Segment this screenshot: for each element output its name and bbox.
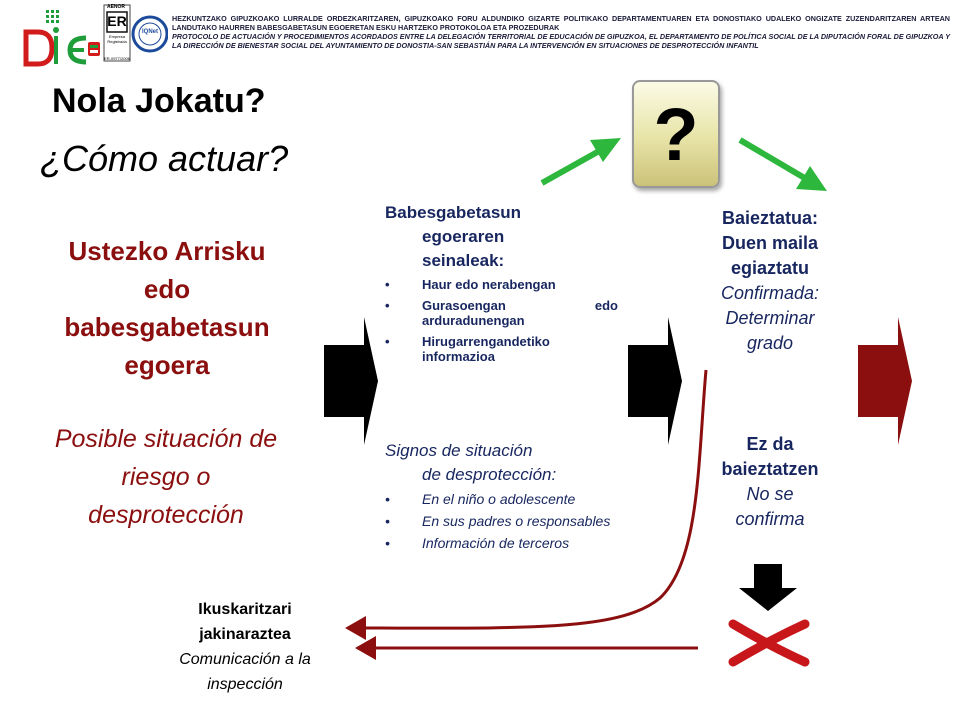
- black-block-arrow-2: [628, 317, 682, 445]
- not-confirmed-eu-line: baieztatzen: [721, 459, 819, 479]
- not-confirmed-es-line: No se: [746, 484, 794, 504]
- confirmed-eu-line: Baieztatua:: [721, 208, 819, 228]
- iqnet-label: IQNet: [141, 29, 158, 35]
- red-x-icon: [733, 624, 805, 662]
- signs-es-item: • Información de terceros: [422, 535, 618, 551]
- confirmed-es-line: Determinar: [725, 308, 815, 328]
- confirmed-es-line: Confirmada:: [720, 283, 820, 303]
- black-block-arrow-1: [324, 317, 378, 445]
- green-arrow-up-icon: [542, 138, 621, 183]
- confirmed-eu-line: Duen maila: [721, 233, 819, 253]
- inspection-es-line: Comunicación a la: [179, 651, 311, 668]
- page-title-es: ¿Cómo actuar?: [40, 138, 289, 179]
- signs-eu-heading-line: Babesgabetasun: [385, 203, 522, 222]
- signs-eu-item: • Haur edo nerabengan: [422, 277, 618, 292]
- black-down-arrow-icon: [739, 564, 797, 611]
- signs-es-item: • En el niño o adolescente: [422, 491, 618, 507]
- question-mark-box: ?: [632, 80, 720, 188]
- risk-es-line: riesgo o: [121, 463, 211, 491]
- risk-eu-line: babesgabetasun: [64, 312, 270, 342]
- aenor-label: AENOR: [106, 4, 126, 10]
- risk-eu-line: egoera: [124, 350, 210, 380]
- signs-es-item: • En sus padres o responsables: [422, 513, 618, 529]
- signs-eu-heading-line: egoeraren: [422, 227, 505, 246]
- confirmed-es-line: grado: [746, 333, 794, 353]
- signs-es-heading-line: Signos de situación: [385, 441, 533, 460]
- not-confirmed-eu-line: Ez da: [746, 434, 794, 454]
- risk-es-line: Posible situación de: [54, 425, 278, 453]
- header-line-es: PROTOCOLO DE ACTUACIÓN Y PROCEDIMIENTOS ACORDADOS ENTRE LA DELEGACIÓN TERRITORIAL DE EDUCACIÓN DE GIPUZKOA, EL DEPARTAMENTO DE POLÍTICA SOCIAL DE LA DIPUTACIÓN FORAL DE GIPUZKOA Y LA DIRECCIÓN DE BIENESTAR SOCIAL DEL AYUNTAMIENTO DE DONOSTIA-SAN SEBASTIÁN PARA LA INTERVENCIÓN EN SITUACIONES DE DESPROTECCIÓN INFANTIL: [172, 32, 950, 50]
- signs-es-heading-line: de desprotección:: [422, 465, 557, 484]
- aenor-mark: ER: [107, 13, 127, 29]
- signs-eu-heading-line: seinaleak:: [422, 251, 505, 270]
- aenor-caption: Empresa Registrada: [107, 34, 127, 44]
- header-line-eu: HEZKUNTZAKO GIPUZKOAKO LURRALDE ORDEZKARITZAREN, GIPUZKOAKO FORU ALDUNDIKO GIZARTE POLITIKAKO DEPARTAMENTUAREN ETA DONOSTIAKO UDALEKO ONGIZATE ZUZENDARITZAREN ARTEAN LANDUTAKO HAURREN BABESGABETASUN EGOERETAN ESKU HARTZEKO PROTOKOLOA ETA PROZEDURAK: [172, 14, 950, 32]
- inspection-es-line: inspección: [207, 676, 283, 693]
- inspection-eu-line: jakinaraztea: [199, 626, 291, 643]
- signs-eu-item: • Hirugarrengandetiko informazioa: [422, 334, 618, 364]
- risk-es-line: desprotección: [88, 501, 244, 529]
- aenor-code: ER-0977/2006: [104, 56, 130, 61]
- risk-eu-line: edo: [143, 274, 191, 304]
- page-title-eu: Nola Jokatu?: [52, 82, 266, 120]
- red-block-arrow: [858, 317, 912, 445]
- inspection-eu-line: Ikuskaritzari: [198, 601, 292, 618]
- confirmed-eu-line: egiaztatu: [730, 258, 809, 278]
- risk-eu-line: Ustezko Arrisku: [68, 236, 266, 266]
- green-arrow-down-icon: [740, 140, 827, 191]
- not-confirmed-es-line: confirma: [735, 509, 805, 529]
- signs-eu-item: • Gurasoengan edo arduradunengan: [422, 298, 618, 328]
